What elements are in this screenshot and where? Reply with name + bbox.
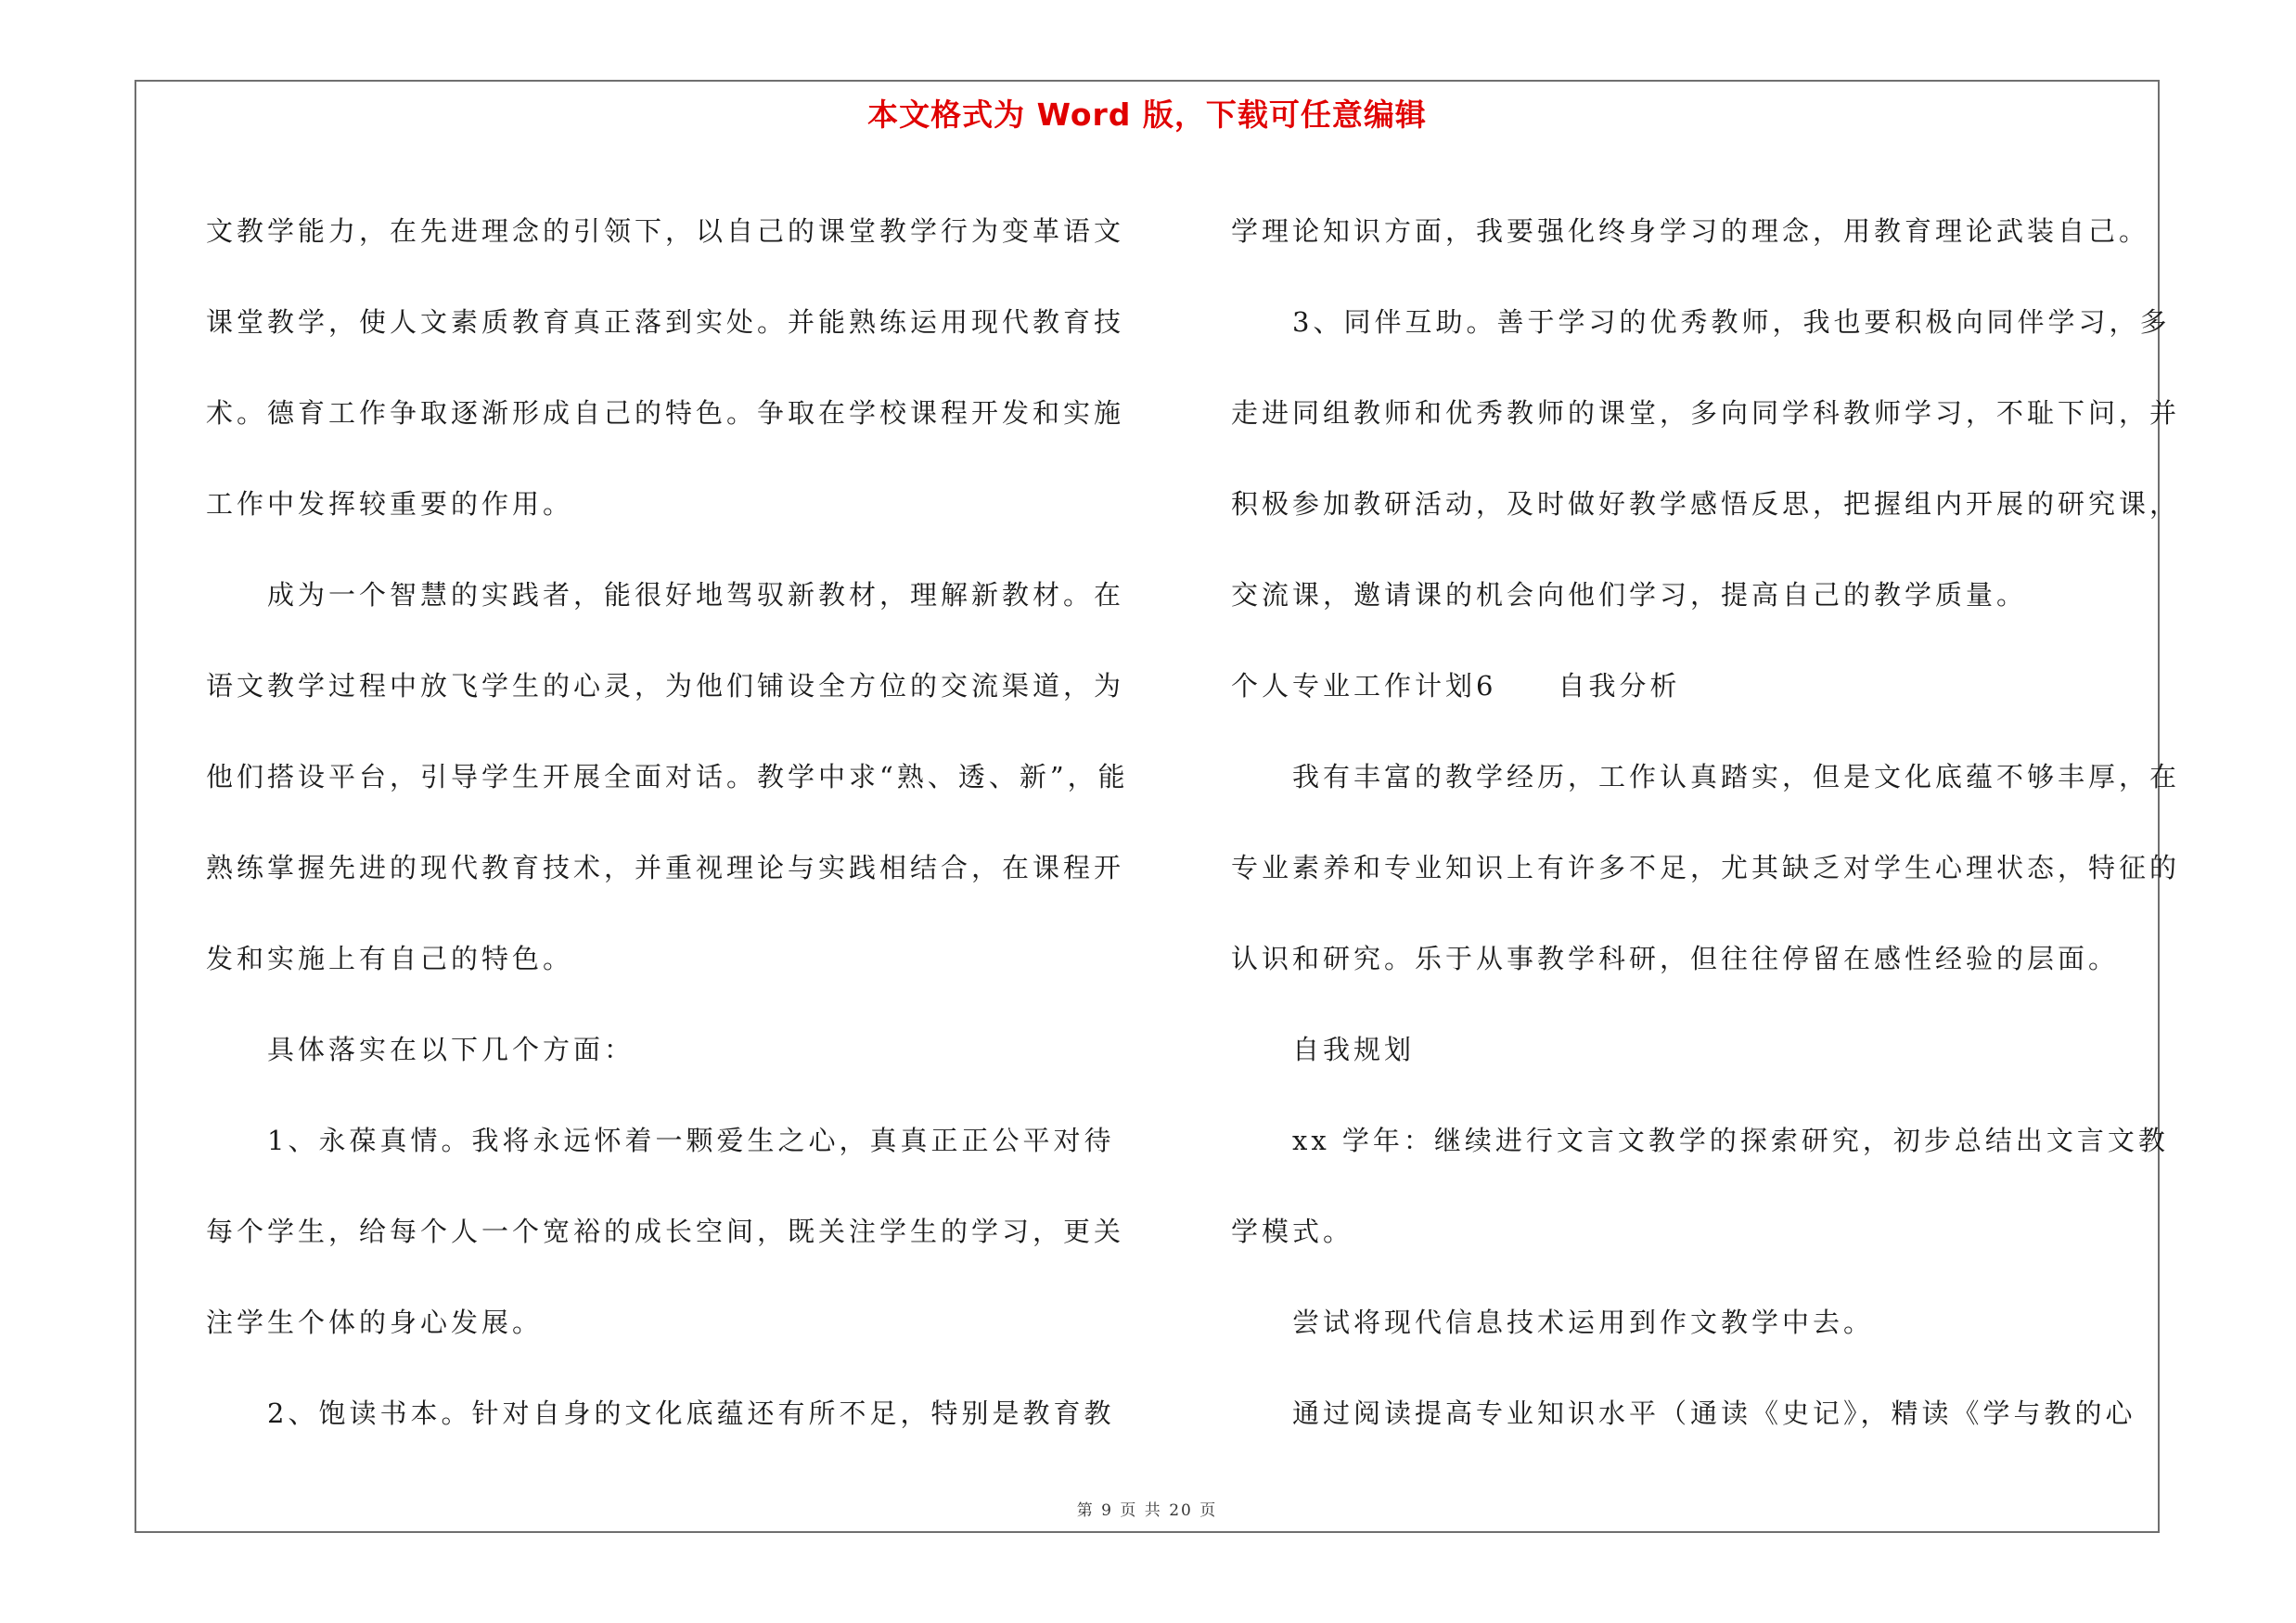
- paragraph: 2、饱读书本。针对自身的文化底蕴还有所不足，特别是教育教: [267, 1398, 1115, 1429]
- paragraph: 文教学能力，在先进理念的引领下，以自己的课堂教学行为变革语文课堂教学，使人文素质教育真正落到实处。并能熟练运用现代教育技术。德育工作争取逐渐形成自己的特色。争取在学校课程开发和实施工作中发挥较重要的作用。: [206, 215, 1125, 520]
- right-column: [1231, 186, 2187, 1459]
- page-number-footer: 第 9 页 共 20 页: [1076, 1501, 1218, 1520]
- paragraph: 1、永葆真情。我将永远怀着一颗爱生之心，真真正正公平对待每个学生，给每个人一个宽裕的成长空间，既关注学生的学习，更关注学生个体的身心发展。: [206, 1125, 1125, 1338]
- section-heading: 个人专业工作计划6 自我分析: [1231, 670, 1681, 702]
- subheading: 自我规划: [1292, 1034, 1416, 1065]
- paragraph: 成为一个智慧的实践者，能很好地驾驭新教材，理解新教材。在语文教学过程中放飞学生的心灵，为他们铺设全方位的交流渠道，为他们搭设平台，引导学生开展全面对话。教学中求“熟、透、新”，能熟练掌握先进的现代教育技术，并重视理论与实践相结合，在课程开发和实施上有自己的特色。: [206, 579, 1129, 974]
- paragraph: 通过阅读提高专业知识水平（通读《史记》，精读《学与教的心: [1292, 1398, 2136, 1429]
- paragraph: 学理论知识方面，我要强化终身学习的理念，用教育理论武装自己。: [1231, 215, 2150, 247]
- paragraph: 具体落实在以下几个方面：: [267, 1034, 635, 1065]
- header-banner: 本文格式为 Word 版，下载可任意编辑: [867, 97, 1427, 133]
- document-page: [135, 80, 2181, 1533]
- paragraph: 3、同伴互助。善于学习的优秀教师，我也要积极向同伴学习，多走进同组教师和优秀教师的课堂，多向同学科教师学习，不耻下问，并积极参加教研活动，及时做好教学感悟反思，把握组内开展的研究课，交流课，邀请课的机会向他们学习，提高自己的教学质量。: [1231, 306, 2181, 611]
- paragraph: 我有丰富的教学经历，工作认真踏实，但是文化底蕴不够丰厚，在专业素养和专业知识上有许多不足，尤其缺乏对学生心理状态，特征的认识和研究。乐于从事教学科研，但往往停留在感性经验的层面。: [1231, 761, 2181, 974]
- paragraph: xx 学年：继续进行文言文教学的探索研究，初步总结出文言文教学模式。: [1231, 1125, 2169, 1247]
- left-column: [206, 186, 1143, 1459]
- paragraph: 尝试将现代信息技术运用到作文教学中去。: [1292, 1307, 1875, 1338]
